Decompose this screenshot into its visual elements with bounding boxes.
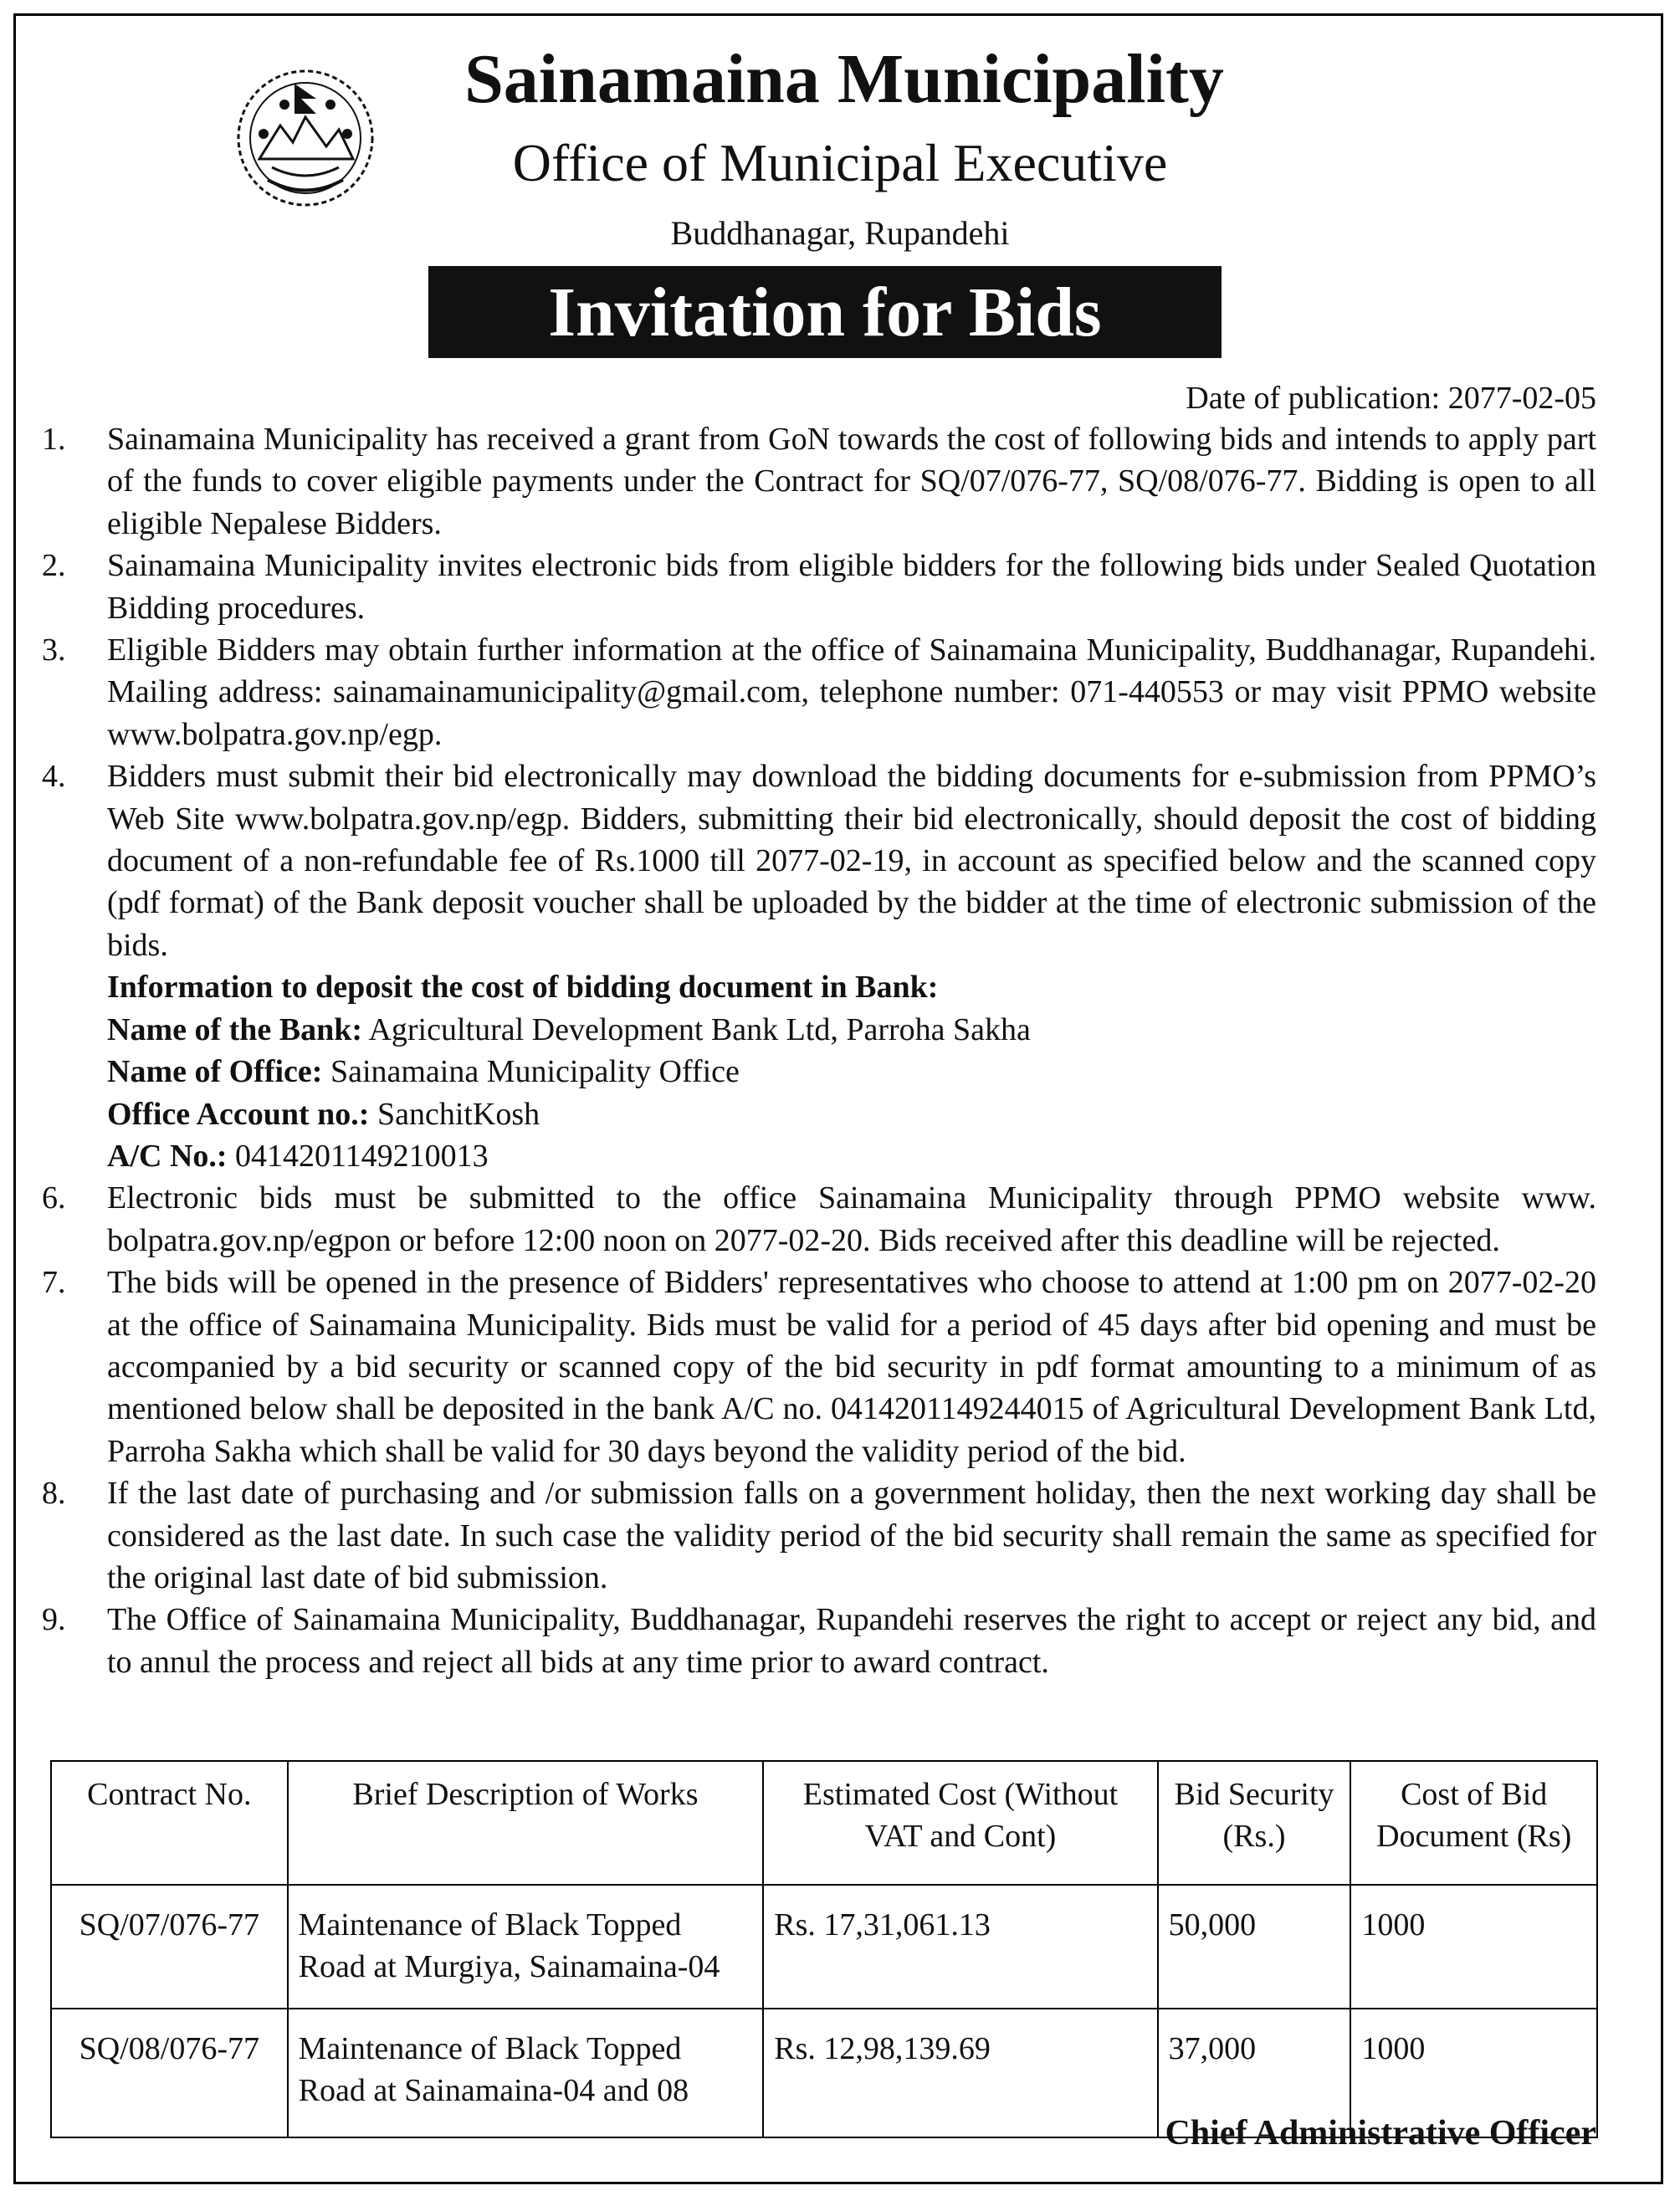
col-bid-document-cost: Cost of Bid Document (Rs)	[1350, 1761, 1597, 1885]
table-cell: 1000	[1350, 2009, 1597, 2137]
table-cell: Rs. 12,98,139.69	[763, 2009, 1157, 2137]
notice-banner: Invitation for Bids	[428, 266, 1222, 358]
table-cell: Maintenance of Black Topped Road at Murgiya, Sainamaina-04	[288, 1885, 764, 2009]
bank-name-label: Name of the Bank:	[107, 1011, 363, 1047]
table-cell: SQ/07/076-77	[51, 1885, 288, 2009]
table-cell: 37,000	[1158, 2009, 1351, 2137]
bids-table	[50, 1760, 1598, 2138]
table-cell: Rs. 17,31,061.13	[763, 1885, 1157, 2009]
notice-item: 3. Eligible Bidders may obtain further information at the office of Sainamaina Municipality, Buddhanagar, Rupandehi. Mailing address: sainamainamunicipality@gmail.com, telephone number: 071-440553 or may visit PPMO website www.bolpatra.gov.np/egp.	[42, 632, 1596, 752]
office-name-value: Sainamaina Municipality Office	[322, 1054, 740, 1090]
publication-date: Date of publication: 2077-02-05	[1186, 381, 1596, 416]
col-bid-security: Bid Security (Rs.)	[1158, 1761, 1351, 1885]
office-subtitle: Office of Municipal Executive	[512, 133, 1168, 192]
table-cell: Maintenance of Black Topped Road at Sainamaina-04 and 08	[288, 2009, 764, 2137]
notice-body	[42, 418, 1596, 1683]
col-estimated-cost: Estimated Cost (Without VAT and Cont)	[763, 1761, 1157, 1885]
bank-info-heading: Information to deposit the cost of bidding document in Bank:	[107, 970, 939, 1006]
notice-item: 8. If the last date of purchasing and /or submission falls on a government holiday, then the next working day shall be considered as the last date. In such case the validity period of the bid security shall remain the same as specified for the original last date of bid submission.	[42, 1476, 1596, 1595]
table-header-row	[51, 1761, 1597, 1885]
col-description: Brief Description of Works	[288, 1761, 764, 1885]
notice-item: 4. Bidders must submit their bid electronically may download the bidding documents for e-submission from PPMO’s Web Site www.bolpatra.gov.np/egp. Bidders, submitting their bid electronically, should deposit the cost of bidding document of a non-refundable fee of Rs.1000 till 2077-02-19, in account as specified below and the scanned copy (pdf format) of the Bank deposit voucher shall be uploaded by the bidder at the time of electronic submission of the bids.	[42, 759, 1596, 963]
bank-name-value: Agricultural Development Bank Ltd, Parroha Sakha	[362, 1011, 1031, 1047]
ac-no-value: 0414201149210013	[227, 1138, 489, 1174]
office-account-value: SanchitKosh	[369, 1096, 540, 1132]
ac-no-label: A/C No.:	[107, 1138, 228, 1174]
municipality-title: Sainamaina Municipality	[464, 40, 1224, 118]
table-cell: 50,000	[1158, 1885, 1351, 2009]
notice-item: 1. Sainamaina Municipality has received a grant from GoN towards the cost of following bids and intends to apply part of the funds to cover eligible payments under the Contract for SQ/07/076-77, SQ/08/076-77. Bidding is open to all eligible Nepalese Bidders.	[42, 422, 1596, 541]
signature: Chief Administrative Officer	[1165, 2114, 1596, 2152]
office-account-label: Office Account no.:	[107, 1096, 370, 1132]
office-location: Buddhanagar, Rupandehi	[670, 214, 1010, 252]
notice-item: 9. The Office of Sainamaina Municipality, Buddhanagar, Rupandehi reserves the right to accept or reject any bid, and to annul the process and reject all bids at any time prior to award contract.	[42, 1602, 1596, 1680]
table-cell: SQ/08/076-77	[51, 2009, 288, 2137]
notice-item: 2. Sainamaina Municipality invites electronic bids from eligible bidders for the following bids under Sealed Quotation Bidding procedures.	[42, 548, 1596, 626]
col-contract-no: Contract No.	[51, 1761, 288, 1885]
notice-item: 7. The bids will be opened in the presence of Bidders' representatives who choose to attend at 1:00 pm on 2077-02-20 at the office of Sainamaina Municipality. Bids must be valid for a period of 45 days after bid opening and must be accompanied by a bid security or scanned copy of the bid security in pdf format amounting to a minimum of as mentioned below shall be deposited in the bank A/C no. 0414201149244015 of Agricultural Development Bank Ltd, Parroha Sakha which shall be valid for 30 days beyond the validity period of the bid.	[42, 1265, 1596, 1469]
table-cell: 1000	[1350, 1885, 1597, 2009]
office-name-label: Name of Office:	[107, 1054, 323, 1090]
table-row	[51, 1885, 1597, 2009]
notice-item: 6. Electronic bids must be submitted to the office Sainamaina Municipality through PPMO website www. bolpatra.gov.np/egpon or before 12:00 noon on 2077-02-20. Bids received after this deadline will be rejected.	[42, 1180, 1596, 1258]
bank-info	[42, 966, 1596, 1177]
